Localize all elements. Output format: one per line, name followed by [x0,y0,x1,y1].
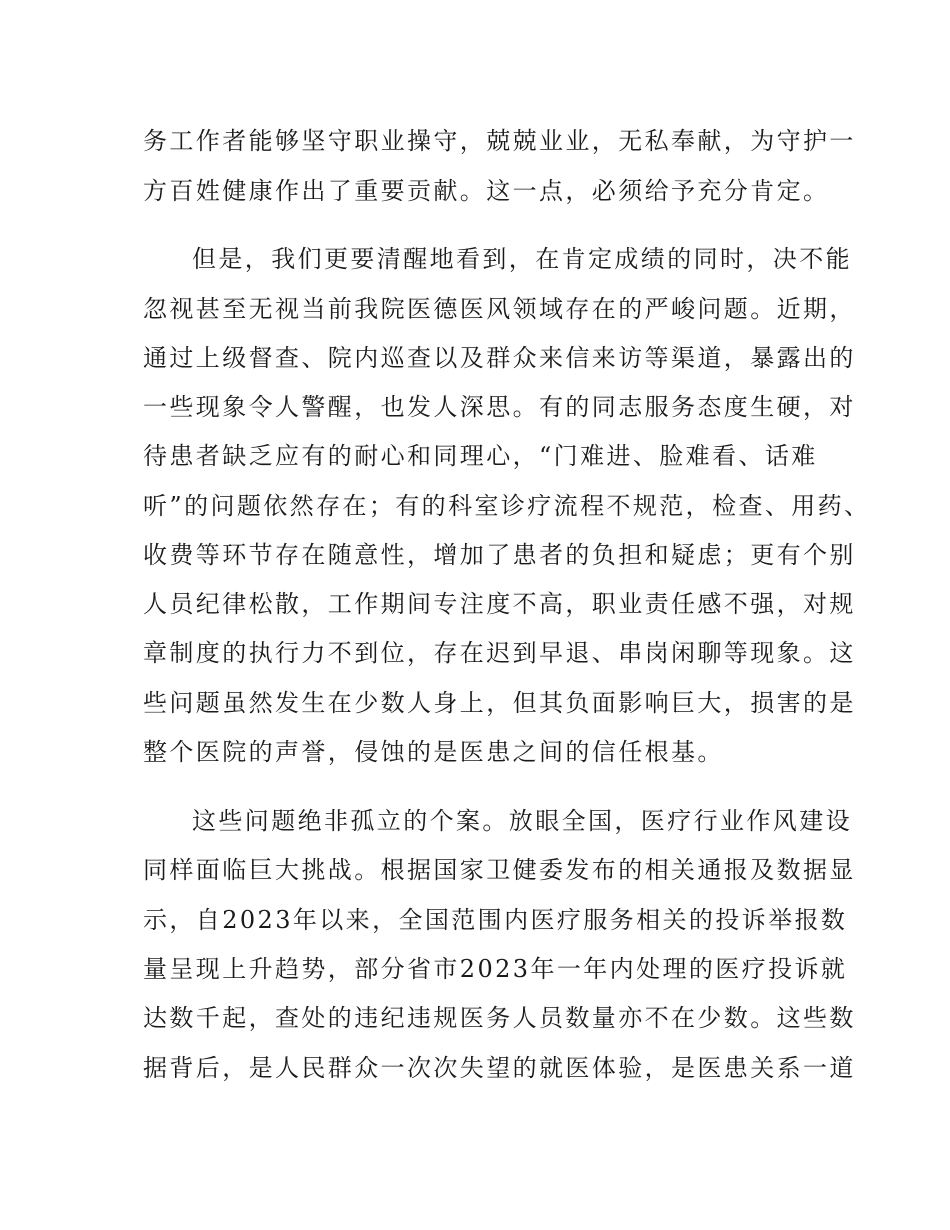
paragraph-3-line-6: 据背后，是人民群众一次次失望的就医体验，是医患关系一道 [143,1054,856,1082]
paragraph-3-line-4: 量呈现上升趋势，部分省市2023年一年内处理的医疗投诉就 [143,955,848,983]
paragraph-2-line-4: 一些现象令人警醒，也发人深思。有的同志服务态度生硬，对 [143,393,856,421]
paragraph-2-line-11: 整个医院的声誉，侵蚀的是医患之间的信任根基。 [143,738,724,766]
paragraph-2-line-9: 章制度的执行力不到位，存在迟到早退、串岗闲聊等现象。这 [143,639,856,667]
paragraph-1-line-1: 务工作者能够坚守职业操守，兢兢业业，无私奉献，为守护一 [143,127,856,155]
paragraph-2-line-7: 收费等环节存在随意性，增加了患者的负担和疑虑；更有个别 [143,541,856,569]
paragraph-2-line-6: 听”的问题依然存在；有的科室诊疗流程不规范，检查、用药、 [143,492,871,520]
paragraph-2-line-2: 忽视甚至无视当前我院医德医风领域存在的严峻问题。近期， [143,295,856,323]
paragraph-1-line-2: 方百姓健康作出了重要贡献。这一点，必须给予充分肯定。 [143,177,830,205]
paragraph-3-line-5: 达数千起，查处的违纪违规医务人员数量亦不在少数。这些数 [143,1004,856,1032]
paragraph-2-line-5: 待患者缺乏应有的耐心和同理心，“门难进、脸难看、话难 [143,442,818,470]
paragraph-2-line-3: 通过上级督查、院内巡查以及群众来信来访等渠道，暴露出的 [143,344,856,372]
paragraph-3-line-3: 示，自2023年以来，全国范围内医疗服务相关的投诉举报数 [143,906,848,934]
paragraph-2-line-10: 些问题虽然发生在少数人身上，但其负面影响巨大，损害的是 [143,689,856,717]
paragraph-2-line-8: 人员纪律松散，工作期间专注度不高，职业责任感不强，对规 [143,590,856,618]
paragraph-3-line-2: 同样面临巨大挑战。根据国家卫健委发布的相关通报及数据显 [143,856,856,884]
paragraph-2-line-1: 但是，我们更要清醒地看到，在肯定成绩的同时，决不能 [192,245,852,273]
paragraph-3-line-1: 这些问题绝非孤立的个案。放眼全国，医疗行业作风建设 [192,807,852,835]
